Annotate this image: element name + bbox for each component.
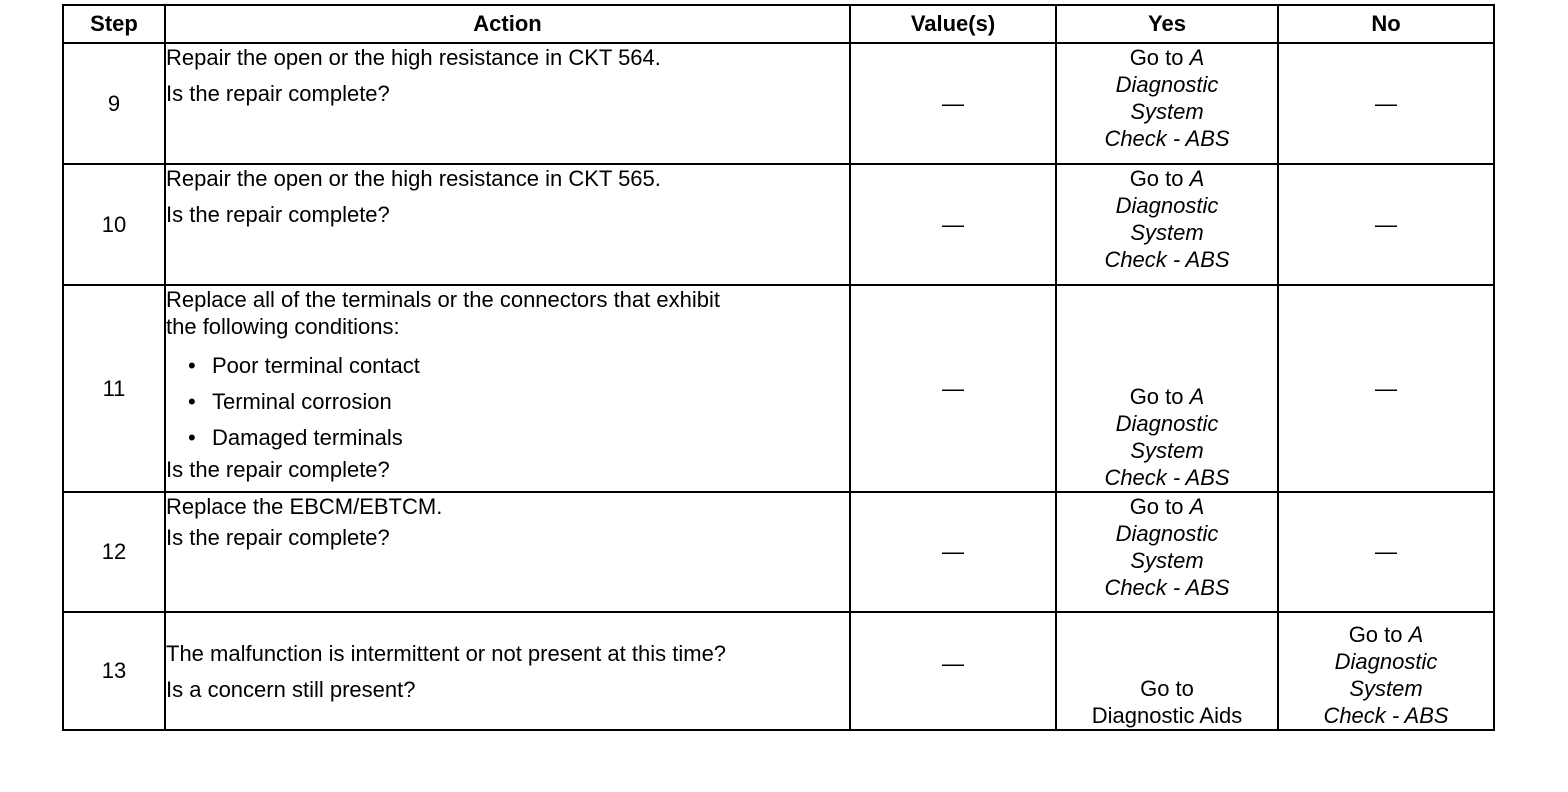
yes-cell xyxy=(1056,612,1278,730)
table-row-step-13 xyxy=(63,612,1494,730)
action-text: Replace the EBCM/EBTCM. xyxy=(166,494,443,519)
yes-cell xyxy=(1056,43,1278,164)
yes-goto-link[interactable]: Go to A Diagnostic System Check - ABS xyxy=(1104,166,1230,272)
action-text-line-1: Replace all of the terminals or the connectors that exhibit xyxy=(166,287,720,312)
action-text: Repair the open or the high resistance in CKT 565. xyxy=(166,166,661,191)
yes-goto-link[interactable]: Go to A Diagnostic System Check - ABS xyxy=(1104,384,1230,490)
yes-cell xyxy=(1056,164,1278,285)
diagnostic-table xyxy=(62,4,1495,731)
action-cell xyxy=(165,612,850,730)
yes-cell xyxy=(1056,285,1278,492)
step-number: 12 xyxy=(63,492,165,612)
step-number: 10 xyxy=(63,164,165,285)
action-question: Is the repair complete? xyxy=(166,525,390,550)
action-cell xyxy=(165,285,850,492)
condition-list xyxy=(166,348,849,456)
action-question: Is the repair complete? xyxy=(166,81,390,106)
no-cell: — xyxy=(1278,43,1494,164)
step-number: 13 xyxy=(63,612,165,730)
list-item: • Poor terminal contact xyxy=(188,348,849,384)
list-item: • Damaged terminals xyxy=(188,420,849,456)
table-row-step-10 xyxy=(63,164,1494,285)
header-no: No xyxy=(1278,5,1494,43)
table-row-step-11 xyxy=(63,285,1494,492)
action-cell xyxy=(165,43,850,164)
value-cell: — xyxy=(850,164,1056,285)
yes-cell xyxy=(1056,492,1278,612)
header-yes: Yes xyxy=(1056,5,1278,43)
value-cell: — xyxy=(850,43,1056,164)
yes-goto-link[interactable]: Go to A Diagnostic System Check - ABS xyxy=(1104,494,1230,600)
header-row xyxy=(63,5,1494,43)
step-number: 11 xyxy=(63,285,165,492)
step-number: 9 xyxy=(63,43,165,164)
no-goto-link[interactable]: Go to A Diagnostic System Check - ABS xyxy=(1323,622,1449,728)
action-question: Is the repair complete? xyxy=(166,202,390,227)
value-cell: — xyxy=(850,492,1056,612)
table-body xyxy=(63,43,1494,730)
table-header xyxy=(63,5,1494,43)
header-values: Value(s) xyxy=(850,5,1056,43)
list-item: • Terminal corrosion xyxy=(188,384,849,420)
action-question: Is a concern still present? xyxy=(166,676,416,702)
action-text: The malfunction is intermittent or not present at this time? xyxy=(166,640,727,666)
no-cell: — xyxy=(1278,492,1494,612)
table-row-step-9 xyxy=(63,43,1494,164)
table-row-step-12 xyxy=(63,492,1494,612)
header-action: Action xyxy=(165,5,850,43)
action-cell xyxy=(165,164,850,285)
action-question: Is the repair complete? xyxy=(166,457,390,482)
header-step: Step xyxy=(63,5,165,43)
no-cell: — xyxy=(1278,285,1494,492)
yes-goto-link[interactable]: Go to A Diagnostic System Check - ABS xyxy=(1104,45,1230,151)
no-cell xyxy=(1278,612,1494,730)
no-cell: — xyxy=(1278,164,1494,285)
value-cell: — xyxy=(850,612,1056,730)
action-text-line-2: the following conditions: xyxy=(166,314,400,339)
yes-goto-link[interactable]: Go to Diagnostic Aids xyxy=(1091,676,1243,728)
action-text: Repair the open or the high resistance in CKT 564. xyxy=(166,45,661,70)
value-cell: — xyxy=(850,285,1056,492)
action-cell xyxy=(165,492,850,612)
